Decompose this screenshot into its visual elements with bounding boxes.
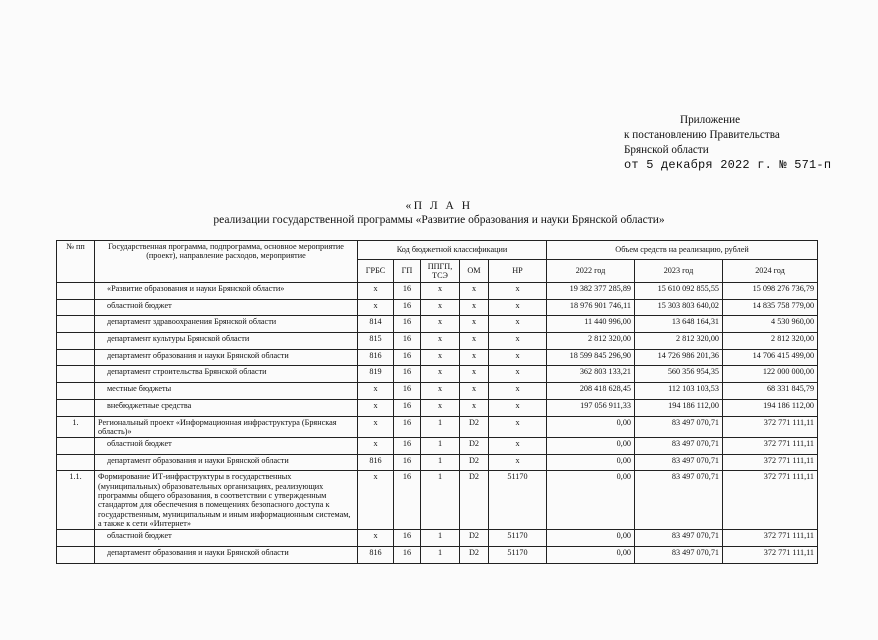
cell-name: областной бюджет (95, 438, 358, 455)
cell-2022: 19 382 377 285,89 (547, 283, 635, 300)
cell-2024: 2 812 320,00 (723, 333, 818, 350)
cell-grbs: 815 (358, 333, 394, 350)
cell-ppgp: 1 (421, 471, 460, 530)
cell-gp: 16 (394, 416, 421, 438)
cell-num (57, 333, 95, 350)
cell-num (57, 299, 95, 316)
cell-gp: 16 (394, 316, 421, 333)
header-ppgp: ППГП, ТСЭ (421, 260, 460, 283)
cell-2023: 83 497 070,71 (635, 416, 723, 438)
cell-name: департамент здравоохранения Брянской области (95, 316, 358, 333)
appendix-line-decree: к постановлению Правительства (624, 129, 780, 141)
cell-2023: 83 497 070,71 (635, 530, 723, 547)
cell-2022: 0,00 (547, 438, 635, 455)
cell-np: х (489, 349, 547, 366)
cell-np: 51170 (489, 471, 547, 530)
cell-num (57, 316, 95, 333)
cell-2022: 362 803 133,21 (547, 366, 635, 383)
appendix-block (624, 113, 831, 173)
cell-om: D2 (460, 530, 489, 547)
cell-2023: 560 356 954,35 (635, 366, 723, 383)
cell-name: департамент образования и науки Брянской области (95, 546, 358, 563)
cell-om: D2 (460, 416, 489, 438)
cell-2022: 2 812 320,00 (547, 333, 635, 350)
cell-2024: 194 186 112,00 (723, 399, 818, 416)
cell-2023: 83 497 070,71 (635, 546, 723, 563)
cell-num (57, 438, 95, 455)
appendix-line-region: Брянской области (624, 144, 709, 156)
cell-name: департамент культуры Брянской области (95, 333, 358, 350)
cell-om: х (460, 283, 489, 300)
header-om: ОМ (460, 260, 489, 283)
table-row (57, 383, 818, 400)
table-row (57, 438, 818, 455)
cell-gp: 16 (394, 283, 421, 300)
cell-2024: 15 098 276 736,79 (723, 283, 818, 300)
cell-grbs: х (358, 530, 394, 547)
cell-ppgp: х (421, 283, 460, 300)
cell-num (57, 366, 95, 383)
cell-2023: 83 497 070,71 (635, 471, 723, 530)
cell-grbs: 816 (358, 454, 394, 471)
header-grbs: ГРБС (358, 260, 394, 283)
cell-name: департамент образования и науки Брянской области (95, 349, 358, 366)
table-row (57, 399, 818, 416)
cell-om: D2 (460, 546, 489, 563)
cell-np: х (489, 283, 547, 300)
table-row (57, 471, 818, 530)
cell-ppgp: 1 (421, 416, 460, 438)
cell-name: «Развитие образования и науки Брянской области» (95, 283, 358, 300)
cell-om: х (460, 383, 489, 400)
cell-2022: 197 056 911,33 (547, 399, 635, 416)
cell-num (57, 546, 95, 563)
cell-grbs: х (358, 416, 394, 438)
cell-2023: 83 497 070,71 (635, 454, 723, 471)
cell-name: департамент образования и науки Брянской области (95, 454, 358, 471)
cell-num: 1.1. (57, 471, 95, 530)
cell-2022: 0,00 (547, 416, 635, 438)
cell-om: х (460, 299, 489, 316)
cell-np: х (489, 316, 547, 333)
cell-2024: 372 771 111,11 (723, 454, 818, 471)
cell-2024: 372 771 111,11 (723, 438, 818, 455)
cell-name: областной бюджет (95, 299, 358, 316)
cell-ppgp: 1 (421, 546, 460, 563)
cell-2022: 0,00 (547, 454, 635, 471)
cell-gp: 16 (394, 349, 421, 366)
cell-grbs: х (358, 299, 394, 316)
cell-gp: 16 (394, 471, 421, 530)
table-row (57, 454, 818, 471)
cell-grbs: х (358, 438, 394, 455)
cell-2023: 14 726 986 201,36 (635, 349, 723, 366)
table-row (57, 416, 818, 438)
cell-ppgp: х (421, 299, 460, 316)
cell-ppgp: х (421, 366, 460, 383)
header-volume: Объем средств на реализацию, рублей (547, 241, 818, 260)
cell-ppgp: х (421, 349, 460, 366)
cell-grbs: 819 (358, 366, 394, 383)
cell-ppgp: х (421, 399, 460, 416)
cell-ppgp: х (421, 383, 460, 400)
table-row (57, 299, 818, 316)
cell-gp: 16 (394, 299, 421, 316)
cell-2023: 83 497 070,71 (635, 438, 723, 455)
cell-np: х (489, 366, 547, 383)
cell-2023: 13 648 164,31 (635, 316, 723, 333)
table-row (57, 333, 818, 350)
cell-ppgp: 1 (421, 454, 460, 471)
header-2024: 2024 год (723, 260, 818, 283)
table-row (57, 546, 818, 563)
cell-2024: 68 331 845,79 (723, 383, 818, 400)
cell-np: х (489, 416, 547, 438)
cell-2024: 122 000 000,00 (723, 366, 818, 383)
plan-table (56, 240, 818, 564)
cell-gp: 16 (394, 366, 421, 383)
cell-2024: 372 771 111,11 (723, 530, 818, 547)
cell-gp: 16 (394, 530, 421, 547)
cell-gp: 16 (394, 383, 421, 400)
cell-om: х (460, 366, 489, 383)
cell-np: х (489, 454, 547, 471)
cell-2024: 372 771 111,11 (723, 416, 818, 438)
cell-name: Региональный проект «Информационная инфраструктура (Брянская область)» (95, 416, 358, 438)
header-kbk: Код бюджетной классификации (358, 241, 547, 260)
cell-np: х (489, 333, 547, 350)
appendix-line-date-number: от 5 декабря 2022 г. № 571-п (624, 158, 832, 172)
cell-np: х (489, 438, 547, 455)
cell-grbs: х (358, 471, 394, 530)
cell-num (57, 283, 95, 300)
header-2023: 2023 год (635, 260, 723, 283)
cell-grbs: х (358, 399, 394, 416)
cell-grbs: 816 (358, 546, 394, 563)
header-num: № пп (57, 241, 95, 283)
cell-2023: 15 610 092 855,55 (635, 283, 723, 300)
cell-num (57, 383, 95, 400)
cell-ppgp: 1 (421, 530, 460, 547)
cell-om: х (460, 316, 489, 333)
cell-name: областной бюджет (95, 530, 358, 547)
table-row (57, 349, 818, 366)
cell-ppgp: 1 (421, 438, 460, 455)
cell-gp: 16 (394, 399, 421, 416)
cell-num (57, 454, 95, 471)
cell-2023: 2 812 320,00 (635, 333, 723, 350)
cell-name: департамент строительства Брянской области (95, 366, 358, 383)
cell-gp: 16 (394, 546, 421, 563)
cell-om: х (460, 399, 489, 416)
cell-2022: 18 976 901 746,11 (547, 299, 635, 316)
cell-name: внебюджетные средства (95, 399, 358, 416)
cell-np: 51170 (489, 546, 547, 563)
header-2022: 2022 год (547, 260, 635, 283)
cell-2022: 0,00 (547, 471, 635, 530)
cell-2022: 0,00 (547, 546, 635, 563)
header-gp: ГП (394, 260, 421, 283)
cell-np: 51170 (489, 530, 547, 547)
document-subtitle: реализации государственной программы «Развитие образования и науки Брянской области» (213, 214, 665, 226)
cell-2023: 112 103 103,53 (635, 383, 723, 400)
cell-grbs: х (358, 383, 394, 400)
cell-num (57, 530, 95, 547)
appendix-title: Приложение (680, 114, 741, 126)
cell-num (57, 399, 95, 416)
cell-2023: 194 186 112,00 (635, 399, 723, 416)
cell-name: местные бюджеты (95, 383, 358, 400)
cell-2022: 11 440 996,00 (547, 316, 635, 333)
cell-2024: 14 706 415 499,00 (723, 349, 818, 366)
cell-om: х (460, 333, 489, 350)
cell-np: х (489, 383, 547, 400)
cell-num (57, 349, 95, 366)
table-row (57, 366, 818, 383)
cell-2022: 208 418 628,45 (547, 383, 635, 400)
cell-grbs: х (358, 283, 394, 300)
table-row (57, 283, 818, 300)
table-row (57, 530, 818, 547)
cell-ppgp: х (421, 333, 460, 350)
cell-name: Формирование ИТ-инфраструктуры в государственных (муниципальных) образовательных организациях, реализующих программы общего образования, в соответствии с утвержденным стандартом для обеспечения в помещениях безопасного доступа к государственным, муниципальным и иным информационным системам, а также к сети «Интернет» (95, 471, 358, 530)
table-row (57, 316, 818, 333)
cell-np: х (489, 399, 547, 416)
cell-2022: 0,00 (547, 530, 635, 547)
cell-grbs: 814 (358, 316, 394, 333)
cell-om: х (460, 349, 489, 366)
cell-2024: 372 771 111,11 (723, 471, 818, 530)
header-name: Государственная программа, подпрограмма, основное мероприятие (проект), направление расходов, мероприятие (95, 241, 358, 283)
cell-ppgp: х (421, 316, 460, 333)
cell-num: 1. (57, 416, 95, 438)
cell-om: D2 (460, 471, 489, 530)
cell-om: D2 (460, 438, 489, 455)
document-title: «П Л А Н (405, 200, 473, 212)
cell-np: х (489, 299, 547, 316)
header-np: НР (489, 260, 547, 283)
cell-gp: 16 (394, 454, 421, 471)
cell-2022: 18 599 845 296,90 (547, 349, 635, 366)
cell-2024: 4 530 960,00 (723, 316, 818, 333)
cell-gp: 16 (394, 438, 421, 455)
cell-2023: 15 303 803 640,02 (635, 299, 723, 316)
cell-gp: 16 (394, 333, 421, 350)
cell-2024: 14 835 758 779,00 (723, 299, 818, 316)
cell-om: D2 (460, 454, 489, 471)
cell-2024: 372 771 111,11 (723, 546, 818, 563)
cell-grbs: 816 (358, 349, 394, 366)
